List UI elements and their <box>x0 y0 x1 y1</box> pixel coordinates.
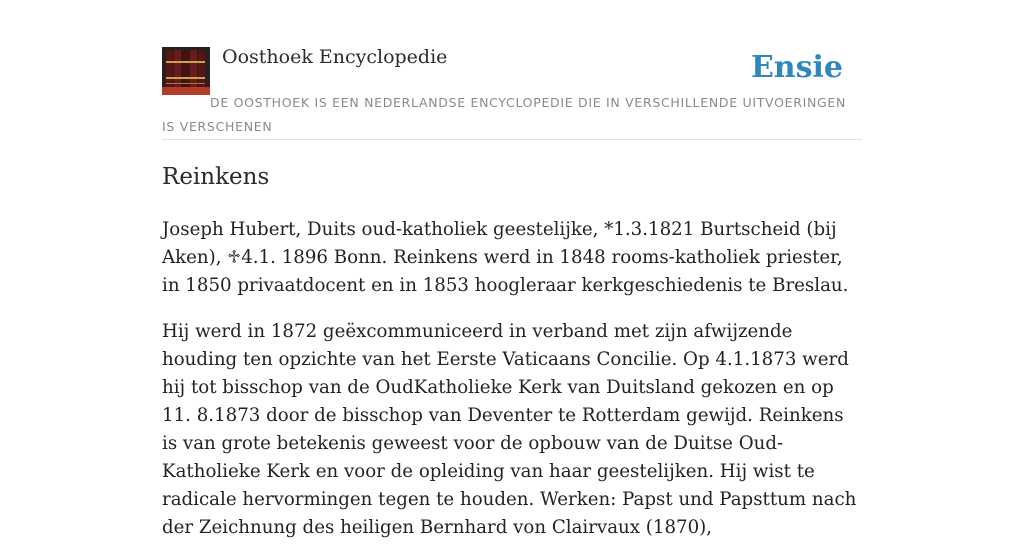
article-paragraph: Hij werd in 1872 geëxcommuniceerd in verband met zijn afwijzende houding ten opzichte van het Eerste Vaticaans Concilie. Op 4.1.1873 werd hij tot bisschop van de OudKatholieke Kerk van Duitsland gekozen en op 11. 8.1873 door de bisschop van Deventer te Rotterdam gewijd. Reinkens is van grote betekenis geweest voor de opbouw van de Duitse Oud-Katholieke Kerk en voor de opleiding van haar geestelijken. Hij wist te radicale hervormingen tegen te houden. Werken: Papst und Papsttum nach der Zeichnung des heiligen Bernhard von Clairvaux (1870), <box>162 321 857 538</box>
brand-logo[interactable]: Ensie <box>750 50 843 85</box>
article-body <box>162 216 862 560</box>
book-spines-icon <box>162 47 210 95</box>
header-divider <box>162 139 862 140</box>
article-title: Reinkens <box>162 164 270 190</box>
site-avatar[interactable] <box>162 47 210 95</box>
site-tagline: DE OOSTHOEK IS EEN NEDERLANDSE ENCYCLOPEDIE DIE IN VERSCHILLENDE UITVOERINGEN IS VERSCHENEN <box>162 95 847 134</box>
site-name[interactable]: Oosthoek Encyclopedie <box>222 46 448 68</box>
article-paragraph: Joseph Hubert, Duits oud-katholiek geestelijke, *1.3.1821 Burtscheid (bij Aken), ♱4.1. 1896 Bonn. Reinkens werd in 1848 rooms-katholiek priester, in 1850 privaatdocent en in 1853 hoogleraar kerkgeschiedenis te Breslau. <box>162 219 849 296</box>
